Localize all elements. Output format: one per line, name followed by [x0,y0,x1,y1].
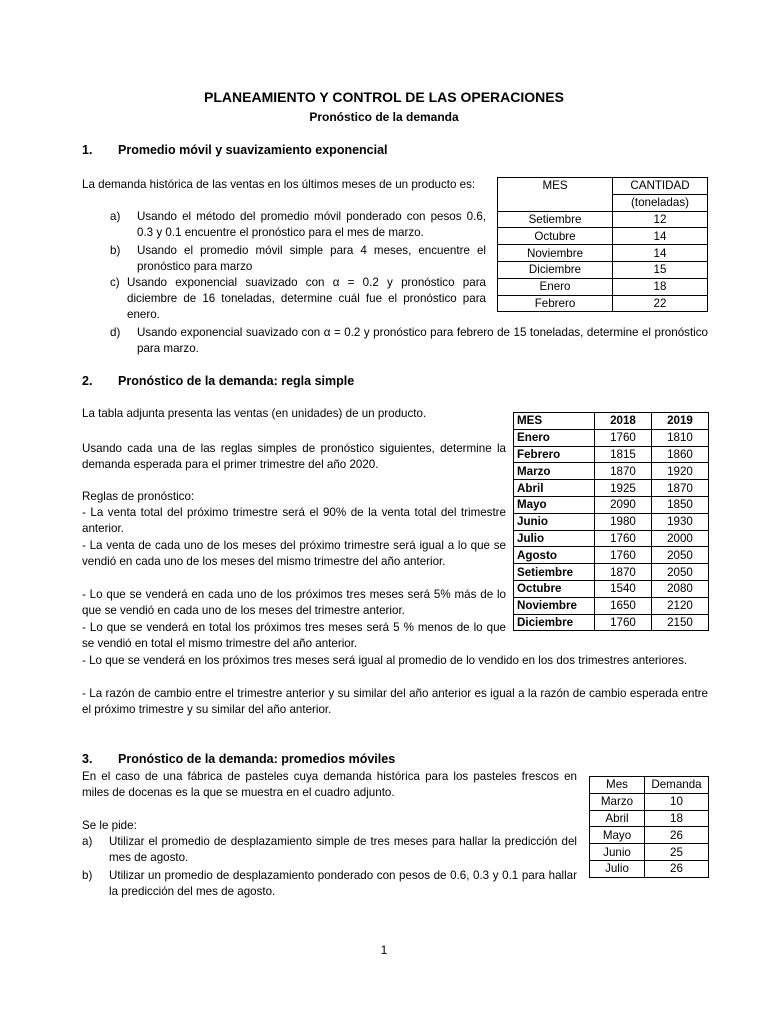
section-1-heading [82,143,388,157]
section-1-item-c [110,275,486,323]
cell-mes: Junio [590,844,645,861]
table-row [590,810,709,827]
cell-mes: Abril [590,810,645,827]
rules-title: Reglas de pronóstico: [82,490,195,503]
table-row [590,860,709,877]
section-3-table [589,776,709,878]
table-row [514,614,709,631]
item-text: Usando exponencial suavizado con α = 0.2 y pronóstico para diciembre de 16 toneladas, determine cuál fue el pronóstico para enero. [127,276,486,321]
cell-mes: Febrero [514,446,595,463]
table-row [498,245,708,262]
cell-2018: 2090 [595,496,652,513]
section-3-heading [82,752,395,766]
section-1-item-a [110,209,486,241]
item-text: Usando el promedio móvil simple para 4 meses, encuentre el pronóstico para marzo [137,244,486,273]
cell-mes: Enero [514,429,595,446]
document-subtitle: Pronóstico de la demanda [309,110,459,124]
section-3-paragraph: En el caso de una fábrica de pasteles cuya demanda histórica para los pasteles frescos en miles de docenas es la que se muestra en el cuadro adjunto. [82,770,577,799]
page-number: 1 [380,943,388,957]
cell-2019: 1850 [652,496,709,513]
item-label: b) [110,244,121,257]
cell-mes: Octubre [514,580,595,597]
section-3-item-a [82,834,577,866]
rule-6: - La razón de cambio entre el trimestre anterior y su similar del año anterior es igual a la razón de cambio esperada entre el próximo trimestre y su similar del año anterior. [82,687,708,716]
cell-mes: Diciembre [498,261,613,278]
rule-2: - La venta de cada uno de los meses del próximo trimestre será igual a lo que se vendió en cada uno de los meses del mismo trimestre del año anterior. [82,539,506,568]
item-label: d) [110,326,121,339]
cell-mes: Setiembre [514,564,595,581]
table-row [498,228,708,245]
section-2-table [513,412,709,631]
cell-2019: 1860 [652,446,709,463]
col-header-2018: 2018 [595,413,652,430]
table-row [498,295,708,312]
cell-2018: 1760 [595,547,652,564]
cell-demanda: 26 [645,860,709,877]
cell-mes: Octubre [498,228,613,245]
cell-2019: 1810 [652,429,709,446]
cell-2018: 1925 [595,480,652,497]
section-3-asks: Se le pide: [82,819,137,832]
col-header-mes: MES [498,178,613,212]
section-3-item-b [82,868,577,900]
cell-2018: 1760 [595,429,652,446]
cell-2019: 1930 [652,513,709,530]
rule-3: - Lo que se venderá en cada uno de los próximos tres meses será 5% más de lo que se vendió en cada uno de los meses del trimestre anterior. [82,588,506,617]
table-row [498,261,708,278]
col-header-mes: MES [514,413,595,430]
cell-cantidad: 14 [613,228,708,245]
section-2-paragraph-1: La tabla adjunta presenta las ventas (en unidades) de un producto. [82,407,427,420]
cell-cantidad: 15 [613,261,708,278]
rule-1: - La venta total del próximo trimestre será el 90% de la venta total del trimestre anterior. [82,506,506,535]
item-text: Usando exponencial suavizado con α = 0.2 y pronóstico para febrero de 15 toneladas, determine el pronóstico para marzo. [137,326,708,355]
section-3-title: Pronóstico de la demanda: promedios móviles [118,752,396,766]
section-2-title: Pronóstico de la demanda: regla simple [118,374,355,388]
cell-mes: Julio [514,530,595,547]
section-1-table [497,177,708,312]
section-2-heading [82,374,354,388]
table-row [514,480,709,497]
section-2-number: 2. [82,374,93,388]
table-row [590,844,709,861]
col-header-demanda: Demanda [645,777,709,794]
cell-2019: 2050 [652,547,709,564]
table-row [498,278,708,295]
table-row [514,580,709,597]
document-title: PLANEAMIENTO Y CONTROL DE LAS OPERACIONES [204,89,564,105]
cell-mes: Noviembre [498,245,613,262]
table-row [514,463,709,480]
cell-2018: 1540 [595,580,652,597]
col-header-cantidad: CANTIDAD [613,178,708,195]
item-label: c) [110,276,120,289]
table-row [514,564,709,581]
table-row [514,597,709,614]
cell-mes: Abril [514,480,595,497]
table-row [514,429,709,446]
cell-mes: Junio [514,513,595,530]
col-header-2019: 2019 [652,413,709,430]
cell-mes: Julio [590,860,645,877]
cell-demanda: 25 [645,844,709,861]
section-1-item-b [110,243,486,275]
cell-mes: Mayo [514,496,595,513]
item-text: Utilizar un promedio de desplazamiento ponderado con pesos de 0.6, 0.3 y 0.1 para hallar la predicción del mes de agosto. [109,869,577,898]
cell-2019: 2000 [652,530,709,547]
section-1-intro: La demanda histórica de las ventas en los últimos meses de un producto es: [82,178,476,191]
cell-mes: Marzo [514,463,595,480]
cell-mes: Noviembre [514,597,595,614]
section-1-title: Promedio móvil y suavizamiento exponencial [118,143,388,157]
cell-2018: 1980 [595,513,652,530]
cell-cantidad: 12 [613,211,708,228]
item-label: a) [82,835,93,848]
table-row [590,827,709,844]
cell-2018: 1760 [595,530,652,547]
item-text: Utilizar el promedio de desplazamiento simple de tres meses para hallar la predicción del mes de agosto. [109,835,577,864]
cell-mes: Setiembre [498,211,613,228]
cell-cantidad: 18 [613,278,708,295]
table-row [514,547,709,564]
table-row [514,446,709,463]
table-row [514,513,709,530]
cell-mes: Febrero [498,295,613,312]
section-2-paragraph-2: Usando cada una de las reglas simples de pronóstico siguientes, determine la demanda esperada para el primer trimestre del año 2020. [82,442,506,471]
cell-2018: 1870 [595,463,652,480]
table-row [514,530,709,547]
rule-5: - Lo que se venderá en los próximos tres meses será igual al promedio de lo vendido en los dos trimestres anteriores. [82,654,688,667]
cell-2019: 1920 [652,463,709,480]
item-label: b) [82,869,93,882]
table-row [498,211,708,228]
table-row [514,496,709,513]
item-label: a) [110,210,121,223]
cell-2019: 1870 [652,480,709,497]
rule-4: - Lo que se venderá en total los próximos tres meses será 5 % menos de lo que se vendió en total el mismo trimestre del año anterior. [82,621,506,650]
cell-2019: 2050 [652,564,709,581]
cell-mes: Mayo [590,827,645,844]
item-text: Usando el método del promedio móvil ponderado con pesos 0.6, 0.3 y 0.1 encuentre el pronóstico para el mes de marzo. [137,210,486,239]
cell-2019: 2080 [652,580,709,597]
cell-mes: Agosto [514,547,595,564]
cell-cantidad: 22 [613,295,708,312]
section-1-item-d [110,325,708,357]
cell-cantidad: 14 [613,245,708,262]
cell-2019: 2120 [652,597,709,614]
cell-2018: 1650 [595,597,652,614]
cell-mes: Marzo [590,793,645,810]
cell-mes: Enero [498,278,613,295]
cell-demanda: 26 [645,827,709,844]
cell-mes: Diciembre [514,614,595,631]
cell-demanda: 18 [645,810,709,827]
section-1-number: 1. [82,143,93,157]
cell-demanda: 10 [645,793,709,810]
col-header-toneladas: (toneladas) [613,194,708,211]
table-row [590,793,709,810]
section-3-number: 3. [82,752,93,766]
cell-2018: 1870 [595,564,652,581]
cell-2018: 1815 [595,446,652,463]
cell-2018: 1760 [595,614,652,631]
cell-2019: 2150 [652,614,709,631]
col-header-mes: Mes [590,777,645,794]
